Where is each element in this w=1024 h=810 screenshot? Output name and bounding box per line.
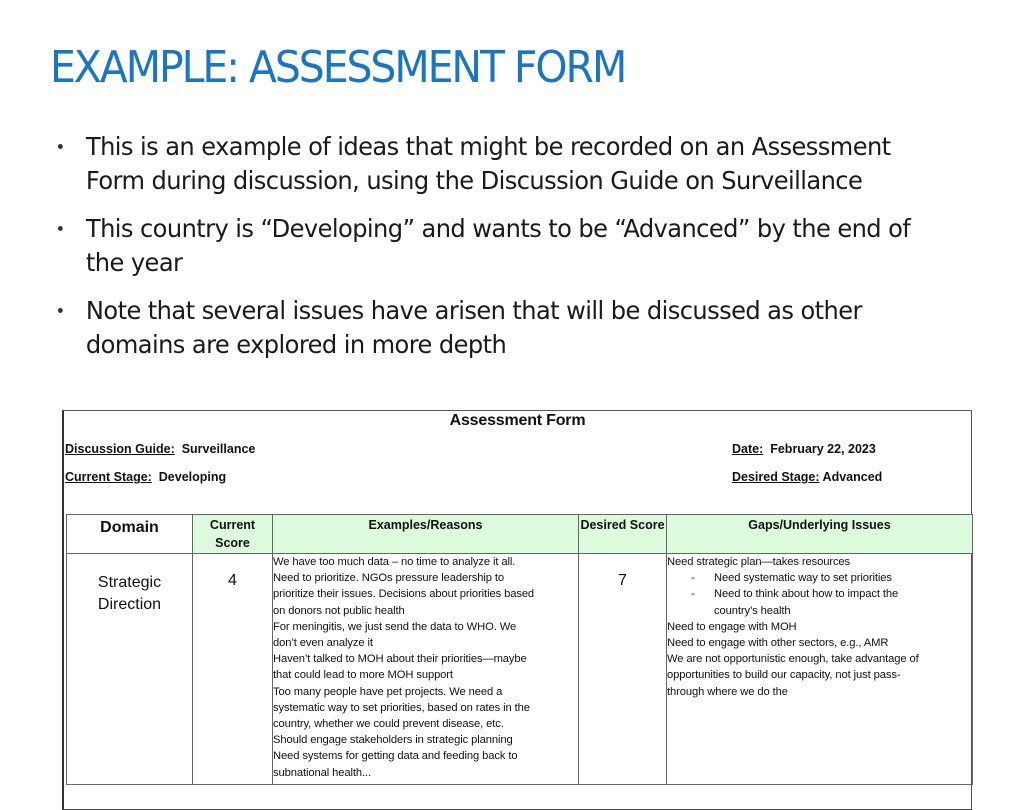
discussion-guide-field [65,442,255,456]
table-row [67,554,973,785]
current-score-cell [193,554,273,785]
form-title: Assessment Form [449,412,586,429]
gap-line: We are not opportunistic enough, take advantage of [667,653,919,666]
gap-line: Need to engage with MOH [667,620,797,633]
desired-score-cell [579,554,667,785]
bullet-text: This country is “Developing” and wants to be “Advanced” by the end of the year [85,214,911,277]
bullet-text: Note that several issues have arisen that will be discussed as other domains are explored in more depth [85,296,862,359]
bullet-dot-icon [58,226,63,231]
example-line: Should engage stakeholders in strategic planning [273,734,513,747]
gap-line: Need to engage with other sectors, e.g., AMR [667,637,889,650]
domain-cell [67,554,193,785]
example-line: Need to prioritize. NGOs pressure leadership to [273,572,504,585]
example-line: country, whether we could prevent disease, etc. [273,718,504,731]
example-line: Need systems for getting data and feeding back to [273,750,518,763]
header-desired-score: Desired Score [579,515,667,554]
dash-bullet-icon: - [691,572,695,585]
assessment-table [66,514,973,785]
example-line: prioritize their issues. Decisions about priorities based [273,588,535,601]
discussion-guide-value: Surveillance [181,442,256,456]
gap-subitem [667,586,972,618]
gap-subitem-text: Need systematic way to set priorities [714,572,892,585]
slide-title: EXAMPLE: ASSESSMENT FORM [50,42,626,93]
desired-stage-field [732,470,882,484]
bullet-list [56,130,956,376]
date-field [732,442,876,456]
example-line: We have too much data – no time to analyze it all. [273,556,516,568]
gaps-cell [667,554,973,785]
header-domain: Domain [67,515,193,554]
bullet-text: This is an example of ideas that might be recorded on an Assessment Form during discussion, using the Discussion Guide on Surveillance [85,132,891,195]
header-gaps: Gaps/Underlying Issues [667,515,973,554]
bullet-item [56,130,916,198]
desired-score-value: 7 [618,572,627,589]
example-line: Too many people have pet projects. We need a [273,685,503,698]
example-line: systematic way to set priorities, based on rates in the [273,701,530,714]
gap-line: Need strategic plan—takes resources [667,556,851,568]
example-line: on donors not public health [273,604,405,617]
current-stage-label: Current Stage: [65,470,152,484]
header-examples: Examples/Reasons [273,515,579,554]
current-stage-value: Developing [158,470,227,484]
desired-stage-value: Advanced [822,470,883,484]
example-line: subnational health... [273,766,372,779]
bullet-item [56,212,935,280]
gap-subitem-text: country’s health [714,604,791,617]
table-header-row [67,515,973,554]
dash-bullet-icon: - [691,588,695,601]
assessment-form [62,410,972,810]
header-current-score: Current Score [193,515,273,554]
current-score-value: 4 [228,572,237,589]
bullet-dot-icon [58,308,63,313]
date-label: Date: [732,442,764,456]
current-stage-field [65,470,226,484]
desired-stage-label: Desired Stage: [732,470,820,484]
gap-subitem-text: Need to think about how to impact the [714,588,899,601]
example-line: Haven’t talked to MOH about their priorities—maybe [273,653,527,666]
discussion-guide-label: Discussion Guide: [65,442,175,456]
bullet-item [56,294,916,362]
example-line: For meningitis, we just send the data to WHO. We [273,620,517,633]
date-value: February 22, 2023 [770,442,876,456]
example-line: that could lead to more MOH support [273,669,453,682]
domain-value: Strategic Direction [97,574,162,613]
gap-line: through where we do the [667,685,788,698]
gap-line: opportunities to build our capacity, not just pass- [667,669,901,682]
gap-subitem [667,570,972,586]
example-line: don’t even analyze it [273,637,373,650]
bullet-dot-icon [58,144,63,149]
examples-cell [273,554,579,785]
